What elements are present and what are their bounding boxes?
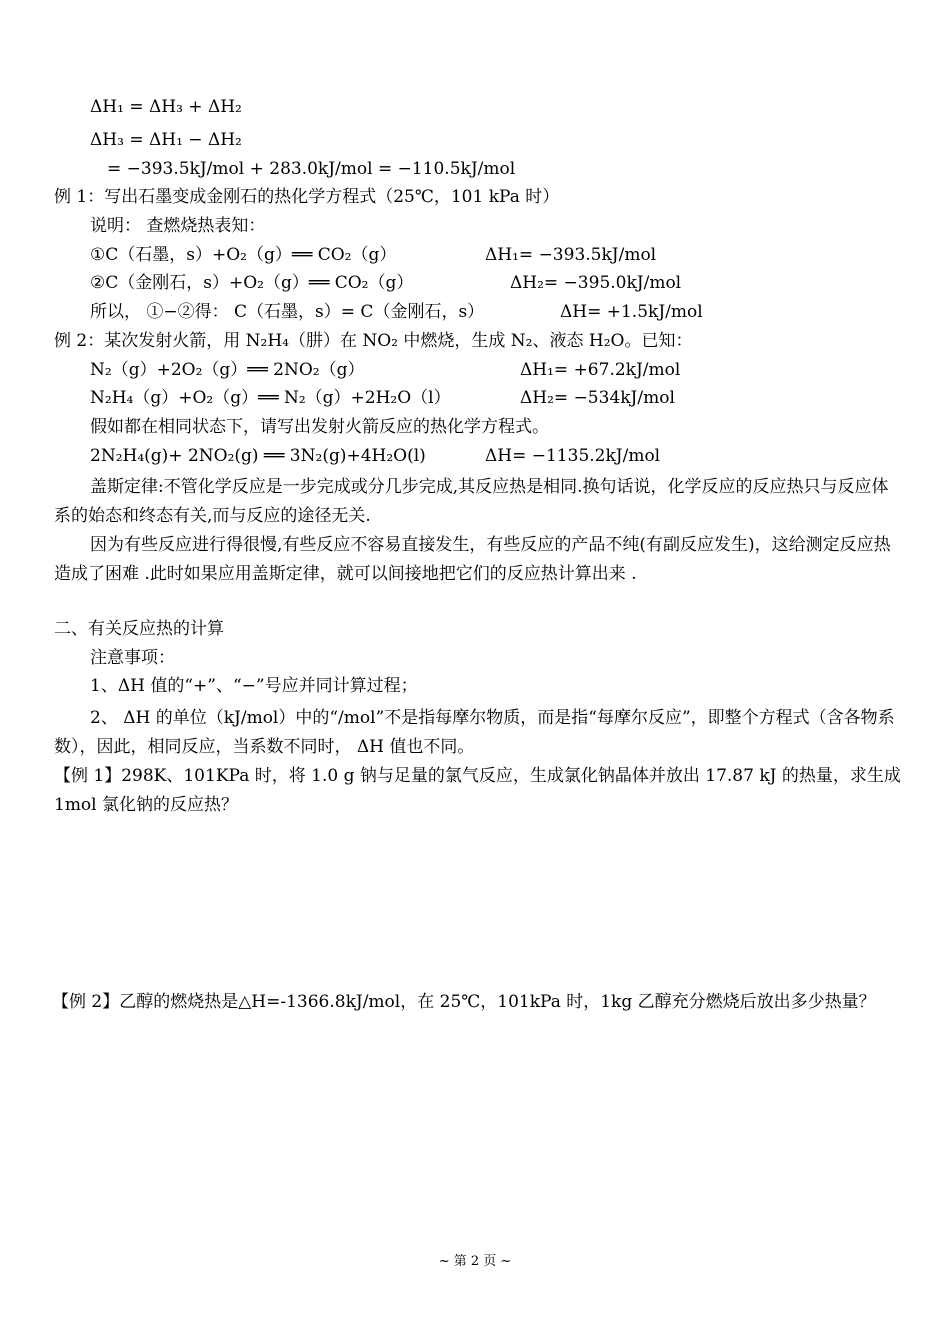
example1-result: 所以， ①−②得： C（石墨，s）= C（金刚石，s） xyxy=(90,302,485,322)
example1-eq1-dh: ΔH₁= −393.5kJ/mol xyxy=(485,245,657,265)
example2-answer: 2N₂H₄(g)+ 2NO₂(g) ══ 3N₂(g)+4H₂O(l) xyxy=(90,446,426,466)
example2-title: 例 2：某次发射火箭，用 N₂H₄（肼）在 NO₂ 中燃烧，生成 N₂、液态 H₂O。已知： xyxy=(54,331,693,351)
notes-title: 注意事项： xyxy=(90,648,175,668)
calc-example-1: 【例 1】298K、101KPa 时，将 1.0 g 钠与足量的氯气反应，生成氯化钠晶体并放出 17.87 kJ 的热量，求生成 1mol 氯化钠的反应热？ xyxy=(54,766,901,815)
note-1: 1、ΔH 值的“+”、“−”号应并同计算过程； xyxy=(90,676,418,696)
note-2: 2、 ΔH 的单位（kJ/mol）中的“/mol”不是指每摩尔物质，而是指“每摩尔反应”，即整个方程式（含各物系数），因此，相同反应，当系数不同时， ΔH 值也不同。 xyxy=(54,708,895,757)
example2-eq1-dh: ΔH₁= +67.2kJ/mol xyxy=(520,360,681,380)
hess-law-explanation: 因为有些反应进行得很慢,有些反应不容易直接发生，有些反应的产品不纯(有副反应发生)，这给测定反应热造成了困难 .此时如果应用盖斯定律，就可以间接地把它们的反应热计算出来 . xyxy=(54,535,891,584)
example1-eq2: ②C（金刚石，s）+O₂（g）══ CO₂（g） xyxy=(90,273,414,293)
example1-eq2-dh: ΔH₂= −395.0kJ/mol xyxy=(510,273,682,293)
example2-answer-dh: ΔH= −1135.2kJ/mol xyxy=(485,446,661,466)
derivation-line-2: ΔH₃ = ΔH₁ − ΔH₂ xyxy=(90,130,242,150)
example2-eq2: N₂H₄（g）+O₂（g）══ N₂（g）+2H₂O（l） xyxy=(90,388,451,408)
example1-title: 例 1：写出石墨变成金刚石的热化学方程式（25℃，101 kPa 时） xyxy=(54,187,560,207)
derivation-line-1: ΔH₁ = ΔH₃ + ΔH₂ xyxy=(90,97,242,117)
example2-eq2-dh: ΔH₂= −534kJ/mol xyxy=(520,388,675,408)
calc-example-2: 【例 2】乙醇的燃烧热是△H=-1366.8kJ/mol，在 25℃，101kPa 时，1kg 乙醇充分燃烧后放出多少热量？ xyxy=(52,992,876,1012)
example2-eq1: N₂（g）+2O₂（g）══ 2NO₂（g） xyxy=(90,360,365,380)
page-footer: ~ 第 2 页 ~ xyxy=(438,1254,512,1269)
example1-eq1: ①C（石墨，s）+O₂（g）══ CO₂（g） xyxy=(90,245,397,265)
hess-law-paragraph: 盖斯定律:不管化学反应是一步完成或分几步完成,其反应热是相同.换句话说，化学反应的反应热只与反应体系的始态和终态有关,而与反应的途径无关. xyxy=(54,477,889,526)
section2-heading: 二、有关反应热的计算 xyxy=(54,619,224,639)
derivation-line-3: = −393.5kJ/mol + 283.0kJ/mol = −110.5kJ/mol xyxy=(107,159,516,179)
example1-note: 说明： 查燃烧热表知： xyxy=(90,216,266,236)
example2-question: 假如都在相同状态下，请写出发射火箭反应的热化学方程式。 xyxy=(90,417,549,437)
example1-result-dh: ΔH= +1.5kJ/mol xyxy=(560,302,703,322)
